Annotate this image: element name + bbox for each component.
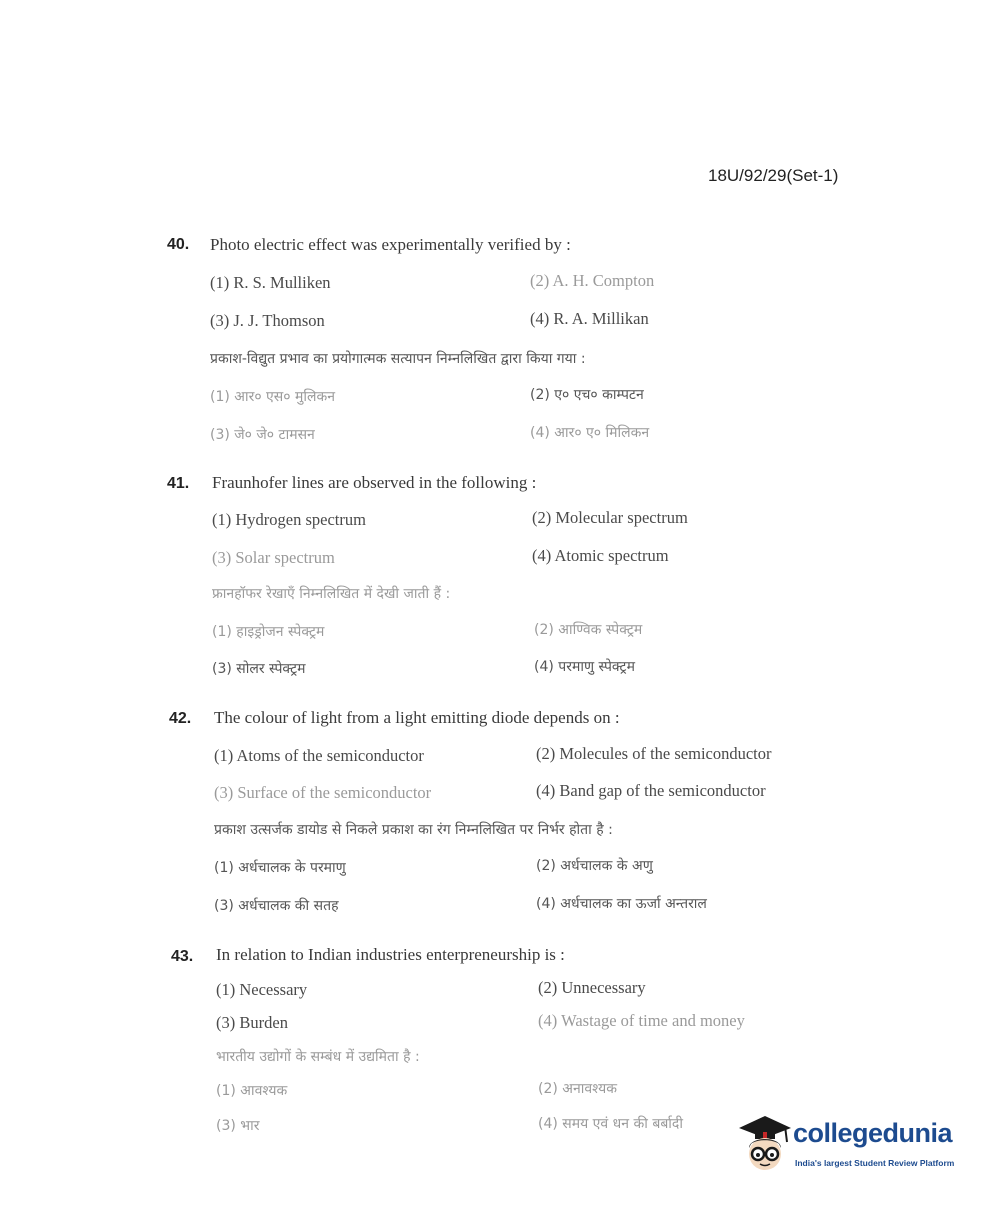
question-40-text: Photo electric effect was experimentally verified by : <box>210 235 571 254</box>
question-42-text: The colour of light from a light emitting diode depends on : <box>214 708 620 727</box>
mascot-icon <box>735 1106 795 1182</box>
question-42-option-1: (1) Atoms of the semiconductor <box>214 746 424 765</box>
question-42-option-4: (4) Band gap of the semiconductor <box>536 781 766 800</box>
question-40-hindi-option-3: (3) जे० जे० टामसन <box>210 427 315 443</box>
collegedunia-logo-tagline: India's largest Student Review Platform <box>795 1158 955 1168</box>
question-40-hindi-text: प्रकाश-विद्युत प्रभाव का प्रयोगात्मक सत्यापन निम्नलिखित द्वारा किया गया : <box>210 351 586 367</box>
question-40-option-3: (3) J. J. Thomson <box>210 311 325 330</box>
collegedunia-logo-name: collegedunia <box>793 1118 953 1148</box>
question-43-option-1: (1) Necessary <box>216 980 308 999</box>
question-42-option-2: (2) Molecules of the semiconductor <box>536 744 772 763</box>
question-41-option-2: (2) Molecular spectrum <box>532 508 688 527</box>
question-41-option-4: (4) Atomic spectrum <box>532 546 669 565</box>
question-40-hindi-option-4: (4) आर० ए० मिलिकन <box>530 425 650 441</box>
question-40-hindi-option-1: (1) आर० एस० मुलिकन <box>210 389 335 405</box>
question-43-option-2: (2) Unnecessary <box>538 978 646 997</box>
question-40-option-4: (4) R. A. Millikan <box>530 309 649 328</box>
question-42-hindi-option-3: (3) अर्धचालक की सतह <box>214 898 339 914</box>
question-41-hindi-text: फ्रानहॉफर रेखाएँ निम्नलिखित में देखी जाती हैं : <box>212 586 451 602</box>
question-43-option-3: (3) Burden <box>216 1013 288 1032</box>
question-42-hindi-text: प्रकाश उत्सर्जक डायोड से निकले प्रकाश का रंग निम्नलिखित पर निर्भर होता है : <box>214 822 613 838</box>
question-41-option-1: (1) Hydrogen spectrum <box>212 510 366 529</box>
question-41-hindi-option-3: (3) सोलर स्पेक्ट्रम <box>212 661 306 677</box>
question-43-hindi-option-1: (1) आवश्यक <box>216 1083 288 1099</box>
question-43-hindi-text: भारतीय उद्योगों के सम्बंध में उद्यमिता है : <box>216 1049 420 1065</box>
question-43-option-4: (4) Wastage of time and money <box>538 1011 745 1030</box>
question-40-option-2: (2) A. H. Compton <box>530 271 655 290</box>
question-40-number: 40. <box>167 236 190 253</box>
question-43-number: 43. <box>171 948 194 965</box>
question-40-option-1: (1) R. S. Mulliken <box>210 273 331 292</box>
question-41-hindi-option-2: (2) आण्विक स्पेक्ट्रम <box>534 622 643 638</box>
question-43-hindi-option-3: (3) भार <box>216 1118 260 1134</box>
question-41-hindi-option-4: (4) परमाणु स्पेक्ट्रम <box>534 659 635 675</box>
question-41-number: 41. <box>167 475 190 492</box>
question-43-hindi-option-2: (2) अनावश्यक <box>538 1081 617 1097</box>
question-42-number: 42. <box>169 710 192 727</box>
question-42-hindi-option-2: (2) अर्धचालक के अणु <box>536 858 653 874</box>
question-43-hindi-option-4: (4) समय एवं धन की बर्बादी <box>538 1116 683 1132</box>
question-41-hindi-option-1: (1) हाइड्रोजन स्पेक्ट्रम <box>212 624 325 640</box>
collegedunia-watermark <box>735 1106 965 1182</box>
question-41-option-3: (3) Solar spectrum <box>212 548 335 567</box>
question-42-hindi-option-4: (4) अर्धचालक का ऊर्जा अन्तराल <box>536 896 707 912</box>
question-41-text: Fraunhofer lines are observed in the following : <box>212 473 537 492</box>
question-40-hindi-option-2: (2) ए० एच० काम्पटन <box>530 387 644 403</box>
paper-code: 18U/92/29(Set-1) <box>708 166 839 185</box>
question-42-option-3: (3) Surface of the semiconductor <box>214 783 432 802</box>
question-42-hindi-option-1: (1) अर्धचालक के परमाणु <box>214 860 346 876</box>
question-43-text: In relation to Indian industries enterpreneurship is : <box>216 945 565 964</box>
